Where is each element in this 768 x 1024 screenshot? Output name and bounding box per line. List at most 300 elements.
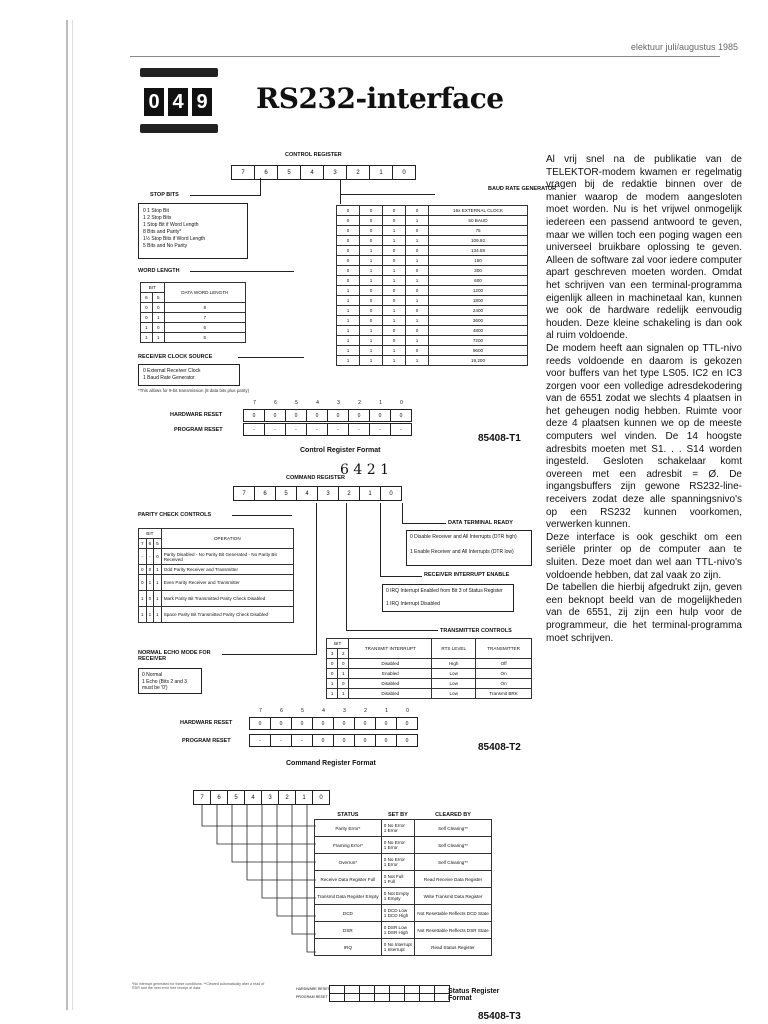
table-cell: 0	[139, 565, 147, 575]
table-row	[337, 346, 528, 356]
article-body	[546, 154, 742, 645]
table-cell: 1	[152, 333, 164, 343]
table-cell: 0	[406, 306, 429, 316]
table-cell: 50 BAUD	[429, 216, 528, 226]
program-reset-label: PROGRAM RESET	[296, 995, 328, 999]
table-cell: Disabled	[349, 689, 432, 699]
table-cell: 1	[141, 323, 153, 333]
leader-line	[190, 271, 294, 272]
bit-number: 0	[406, 708, 409, 714]
table-cell: 1	[360, 346, 383, 356]
table-header: RTS LEVEL	[432, 639, 476, 659]
table-cell: 1	[337, 316, 360, 326]
table-cell: Odd Parity Receiver and Transmitter	[161, 565, 293, 575]
table-cell: Disabled	[349, 679, 432, 689]
table-cell: 0	[406, 266, 429, 276]
reset-cell: 0	[249, 717, 271, 730]
program-reset-row	[250, 734, 418, 747]
table-row	[315, 871, 492, 888]
hardware-reset-label: HARDWARE RESET	[170, 412, 223, 418]
bit-number: 3	[337, 400, 340, 406]
reset-cell: 0	[396, 734, 418, 747]
table-cell: 3600	[429, 316, 528, 326]
stop-bits-line: 8 Bits and Parity*	[143, 229, 182, 235]
table-header: CLEARED BY	[435, 811, 471, 818]
rx-clock-box	[138, 364, 240, 386]
table-cell: Mark Parity Bit Transmitted Parity Check Disabled	[161, 591, 293, 607]
leader-line	[402, 523, 446, 524]
table-cell: 1	[383, 346, 406, 356]
echo-box	[138, 668, 202, 694]
table-cell: 1	[360, 356, 383, 366]
table-cell: 0 No Error 1 Error	[381, 854, 414, 871]
table-cell: 1	[406, 276, 429, 286]
status-reset-grid	[330, 986, 450, 1002]
table-cell: 1	[383, 356, 406, 366]
figure-number: 85408-T2	[478, 742, 521, 753]
badge-bar-top	[140, 68, 218, 77]
figure-caption: Status Register Format	[448, 988, 500, 1002]
table-cell: 0	[406, 206, 429, 216]
program-reset-label: PROGRAM RESET	[182, 738, 231, 744]
table-cell: 0	[406, 246, 429, 256]
rx-clock-line: 0 External Receiver Clock	[143, 368, 201, 374]
table-cell: 1	[406, 216, 429, 226]
leader-line	[340, 180, 341, 204]
echo-label: NORMAL ECHO MODE FOR RECEIVER	[138, 650, 211, 662]
table-cell: Low	[432, 669, 476, 679]
table-cell: 0	[327, 659, 338, 669]
table-row	[337, 336, 528, 346]
table-cell: 0	[383, 326, 406, 336]
bit-number: 6	[274, 400, 277, 406]
table-cell: 0	[152, 323, 164, 333]
table-cell: 1	[360, 256, 383, 266]
running-header: elektuur juli/augustus 1985	[630, 42, 738, 52]
table-cell: 1	[406, 296, 429, 306]
table-row	[337, 296, 528, 306]
table-row	[337, 326, 528, 336]
bit-cell: 1	[295, 790, 313, 805]
bit-cell: 3	[261, 790, 279, 805]
table-cell: 300	[429, 266, 528, 276]
table-header: BIT	[327, 639, 349, 649]
table-cell: 0	[338, 659, 349, 669]
leader-line	[340, 194, 435, 195]
table-cell: 75	[429, 226, 528, 236]
table-cell: 1	[337, 286, 360, 296]
word-length-label: WORD LENGTH	[138, 268, 180, 274]
reset-cell	[374, 993, 390, 1002]
bit-cell: 7	[193, 790, 211, 805]
bit-cell: 5	[277, 165, 301, 180]
bit-cell: 1	[369, 165, 393, 180]
article-paragraph: Al vrij snel na de publikatie van de TELEKTOR-modem kwamen er regelmatig vragen bij de redaktie binnen over de manier waarop de modem aangesloten moet worden. Nu is het vrijwel onmogelijk iedereen een passend antwoord te geven, maar we willen toch een poging wagen een universeel bruikbare oplossing te geven. Alleen de software zal voor iedere computer apart geschreven moeten worden. Omdat het schrijven van een terminal-programma eigenlijk alleen in machinetaal kan, kunnen we ook de hardware redelijk eenvoudig houden. Deze kleine schakeling is dan ook al ruim voldoende.	[546, 154, 742, 342]
header-rule	[130, 56, 720, 57]
table-cell: 1	[406, 336, 429, 346]
bit-cell: 0	[380, 486, 402, 501]
table-cell: 0 No Interrupt 1 Interrupt	[381, 939, 414, 956]
tx-controls-table	[326, 638, 532, 699]
table-header: BIT	[141, 283, 165, 293]
leader-line	[238, 357, 304, 358]
table-cell: 4800	[429, 326, 528, 336]
tx-label: TRANSMITTER CONTROLS	[440, 628, 512, 634]
table-cell: 1	[154, 575, 162, 591]
bit-cell: 7	[231, 165, 255, 180]
bit-number: 4	[322, 708, 325, 714]
table-cell: 0	[406, 286, 429, 296]
table-cell: -	[146, 549, 154, 565]
table-row	[337, 226, 528, 236]
figure-caption: Command Register Format	[286, 760, 376, 767]
baud-rate-table	[336, 205, 528, 366]
figure-caption: Control Register Format	[300, 447, 381, 454]
table-cell: 0	[337, 246, 360, 256]
page-edge-shadow	[72, 20, 73, 1010]
bit-cell: 0	[392, 165, 416, 180]
reset-bit-numbers	[244, 400, 412, 406]
table-cell: 0	[152, 303, 164, 313]
leader-line	[202, 804, 316, 826]
table-cell: 0	[383, 216, 406, 226]
leader-line	[346, 503, 347, 631]
table-row	[337, 306, 528, 316]
table-cell: Parity Disabled - No Parity Bit Generated - No Parity Bit Received	[161, 549, 293, 565]
table-cell: Low	[432, 679, 476, 689]
reset-cell: 0	[243, 409, 265, 422]
table-row	[315, 820, 492, 837]
reset-cell: -	[327, 423, 349, 436]
badge-digit: 4	[168, 88, 188, 116]
reset-bit-numbers	[250, 708, 418, 714]
leader-line	[232, 804, 316, 862]
table-row	[337, 316, 528, 326]
table-cell: 9600	[429, 346, 528, 356]
stop-bits-label: STOP BITS	[150, 192, 179, 198]
table-cell: Transmit BRK	[476, 689, 532, 699]
table-cell: Self Clearing**	[415, 837, 492, 854]
table-cell: 1	[327, 689, 338, 699]
table-cell: Framing Error*	[315, 837, 382, 854]
table-cell: Self Clearing**	[415, 820, 492, 837]
table-cell: 0 Not Empty 1 Empty	[381, 888, 414, 905]
table-cell: 1	[337, 326, 360, 336]
table-cell: 0	[337, 206, 360, 216]
table-cell: 0	[406, 346, 429, 356]
bit-number: 6	[280, 708, 283, 714]
reset-cell: 0	[354, 734, 376, 747]
irq-line: 0 IRQ Interrupt Enabled from Bit 3 of Status Register	[386, 588, 503, 594]
reset-cell: -	[348, 423, 370, 436]
table-row	[337, 216, 528, 226]
reset-cell: -	[264, 423, 286, 436]
leader-line	[316, 503, 317, 655]
program-reset-label: PROGRAM RESET	[174, 427, 223, 433]
dtr-line: 0 Disable Receiver and All Interrupts (DTR high)	[410, 534, 517, 540]
table-cell: 0	[360, 296, 383, 306]
bit-cell: 1	[359, 486, 381, 501]
table-cell: 0	[360, 206, 383, 216]
bit-cell: 7	[233, 486, 255, 501]
table-cell: 1	[338, 669, 349, 679]
table-row	[337, 286, 528, 296]
reset-cell: -	[249, 734, 271, 747]
badge-digit: 0	[144, 88, 164, 116]
bit-number: 5	[295, 400, 298, 406]
dtr-label: DATA TERMINAL READY	[448, 520, 513, 526]
article-paragraph: De tabellen die hierbij afgedrukt zijn, geven een beknopt beeld van de mogelijkheden van de 6551, zij zijn een hulp voor de programmeur, die het terminal-programma moet schrijven.	[546, 582, 742, 644]
bit-cell: 5	[275, 486, 297, 501]
table-cell: Enabled	[349, 669, 432, 679]
hardware-reset-row	[250, 717, 418, 730]
irq-box	[382, 584, 514, 612]
table-cell: 5	[164, 333, 245, 343]
table-cell: 0	[337, 276, 360, 286]
bit-number: 3	[343, 708, 346, 714]
rx-clock-line: 1 Baud Rate Generator	[143, 375, 195, 381]
table-cell: 1	[337, 336, 360, 346]
bit-cell: 0	[312, 790, 330, 805]
table-cell: On	[476, 669, 532, 679]
reset-cell: -	[291, 734, 313, 747]
table-cell: 0	[154, 549, 162, 565]
table-cell: Not Resettable Reflects DCD State	[415, 905, 492, 922]
table-header: DATA WORD LENGTH	[164, 283, 245, 303]
table-cell: 0	[337, 226, 360, 236]
stop-bits-line: 0 1 Stop Bit	[143, 208, 169, 214]
table-cell: 150	[429, 256, 528, 266]
table-cell: Parity Error*	[315, 820, 382, 837]
table-cell: 6	[164, 323, 245, 333]
table-cell: 1	[337, 346, 360, 356]
table-cell: 1	[383, 306, 406, 316]
reset-cell: 0	[348, 409, 370, 422]
table-cell: 1	[154, 591, 162, 607]
table-cell: 1	[337, 306, 360, 316]
word-length-table	[140, 282, 246, 343]
irq-line: 1 IRQ Interrupt Disabled	[386, 601, 440, 607]
table-cell: 1	[360, 246, 383, 256]
table-cell: Disabled	[349, 659, 432, 669]
table-cell: Overrun*	[315, 854, 382, 871]
reset-cell: -	[390, 423, 412, 436]
stop-bits-line: 1 2 Stop Bits	[143, 215, 172, 221]
hardware-reset-row	[244, 409, 412, 422]
table-cell: 1	[327, 679, 338, 689]
bit-number: 1	[385, 708, 388, 714]
table-cell: 19,200	[429, 356, 528, 366]
reset-cell: 0	[333, 717, 355, 730]
table-cell: 1	[406, 236, 429, 246]
table-cell: 0	[383, 256, 406, 266]
table-header: SET BY	[387, 811, 408, 818]
table-cell: Even Parity Receiver and Transmitter	[161, 575, 293, 591]
table-cell: 0	[383, 296, 406, 306]
reset-grid-row	[330, 994, 450, 1002]
table-cell: 1	[146, 575, 154, 591]
table-cell: 0	[141, 313, 153, 323]
table-cell: 0 DSR Low 1 DSR High	[381, 922, 414, 939]
reset-cell	[404, 993, 420, 1002]
table-cell: Not Resettable Reflects DSR State	[415, 922, 492, 939]
table-cell: 0 DCD Low 1 DCD High	[381, 905, 414, 922]
table-cell: 1	[360, 326, 383, 336]
reset-cell: 0	[312, 717, 334, 730]
leader-line	[346, 630, 438, 631]
table-cell: Receive Data Register Full	[315, 871, 382, 888]
page-number-badge	[140, 68, 218, 134]
table-row	[315, 939, 492, 956]
leader-line	[292, 804, 316, 934]
table-cell: 1	[383, 236, 406, 246]
leader-line	[247, 804, 316, 880]
echo-line: 0 Normal	[142, 672, 163, 678]
table-cell: 1	[141, 333, 153, 343]
bit-cell: 6	[254, 165, 278, 180]
table-cell: Self Clearing**	[415, 854, 492, 871]
bit-cell: 4	[244, 790, 262, 805]
table-cell: 0	[360, 306, 383, 316]
table-cell: 0	[406, 226, 429, 236]
table-cell: 1	[152, 313, 164, 323]
reset-cell: 0	[264, 409, 286, 422]
table-row	[315, 905, 492, 922]
bit-number: 0	[400, 400, 403, 406]
table-header: 7	[139, 539, 147, 549]
table-cell: 0	[139, 575, 147, 591]
table-header: BIT	[139, 529, 162, 539]
table-header: TRANSMITTER	[476, 639, 532, 659]
command-register-label: COMMAND REGISTER	[286, 475, 345, 481]
article-title: RS232-interface	[256, 82, 504, 115]
leader-line	[262, 804, 316, 898]
bit-number: 1	[379, 400, 382, 406]
table-cell: Low	[432, 689, 476, 699]
bit-cell: 4	[300, 165, 324, 180]
reset-cell: 0	[306, 409, 328, 422]
stop-bits-line: 1½ Stop Bits if Word Length	[143, 236, 206, 242]
dtr-box	[406, 530, 532, 566]
reset-cell: -	[270, 734, 292, 747]
table-cell: 8	[164, 303, 245, 313]
leader-line	[402, 503, 403, 523]
baud-label: BAUD RATE GENERATOR	[488, 186, 557, 192]
table-cell: 1	[360, 276, 383, 286]
table-cell: 7	[164, 313, 245, 323]
table-cell: 0	[360, 236, 383, 246]
leader-line	[260, 178, 261, 196]
table-cell: 5	[152, 293, 164, 303]
status-footnote: *No interrupt generated for these conditions. **Cleared automatically after a read of RDR and the next error free receipt of data.	[132, 982, 265, 990]
reset-cell: 0	[375, 717, 397, 730]
table-row	[337, 246, 528, 256]
table-cell: High	[432, 659, 476, 669]
leader-line	[190, 195, 260, 196]
table-cell: Space Parity Bit Transmitted Parity Check Disabled	[161, 607, 293, 623]
table-header: STATUS	[337, 811, 359, 818]
reset-cell: 0	[369, 409, 391, 422]
table-row	[337, 266, 528, 276]
reset-cell: 0	[375, 734, 397, 747]
table-cell: 1800	[429, 296, 528, 306]
bit-number: 2	[364, 708, 367, 714]
table-row	[315, 837, 492, 854]
parity-label: PARITY CHECK CONTROLS	[138, 512, 212, 518]
table-cell: DCD	[315, 905, 382, 922]
table-cell: 0	[337, 266, 360, 276]
status-table	[314, 810, 492, 956]
table-header: 5	[154, 539, 162, 549]
table-cell: 1	[139, 607, 147, 623]
table-cell: 0	[383, 246, 406, 256]
table-cell: 0	[360, 216, 383, 226]
footnote: *This allows for 9-bit transmission (8 data bits plus parity)	[138, 388, 250, 393]
table-cell: 2400	[429, 306, 528, 316]
reset-cell	[329, 993, 345, 1002]
table-cell: 109.92	[429, 236, 528, 246]
table-cell: 0	[337, 256, 360, 266]
table-cell: Read Status Register	[415, 939, 492, 956]
table-cell: 1	[360, 336, 383, 346]
bit-cell: 6	[254, 486, 276, 501]
bit-number: 2	[358, 400, 361, 406]
leader-line	[380, 576, 422, 577]
bit-number: 4	[316, 400, 319, 406]
table-cell: 600	[429, 276, 528, 286]
table-cell: 1	[338, 689, 349, 699]
table-row	[315, 922, 492, 939]
table-cell: 1	[383, 266, 406, 276]
stop-bits-line: 1 Stop Bit if Word Length	[143, 222, 199, 228]
article-paragraph: De modem heeft aan signalen op TTL-nivo reeds voldoende en daarom is gekozen voor buffers van het type LS05. IC2 en IC3 zorgen voor een volledige adresdekodering van de 6551 zodat we slechts 4 plaatsen in het geheugen nodig hebben. Ruimte voor deze 4 plaatsen kunnen we op de meeste computers wel vinden. De 14 hoogste adresbits moeten met S1. . . S14 worden ingesteld. Gesloten schakelaar komt overeen met een adresbit = Ø. De ingangsbuffers zijn gewone RS232-line-receivers zodat deze alle spanningsnivo's op een RS232 kunnen voorkomen, verwerken kunnen.	[546, 342, 742, 531]
table-cell: Write Transmit Data Register	[415, 888, 492, 905]
badge-digit: 9	[192, 88, 212, 116]
bit-cell: 3	[323, 165, 347, 180]
bit-cell: 3	[317, 486, 339, 501]
table-cell: 0 No Error 1 Error	[381, 820, 414, 837]
table-cell: 6	[141, 293, 153, 303]
reset-cell: 0	[291, 717, 313, 730]
table-header: OPERATION	[161, 529, 293, 549]
table-cell: 1	[360, 266, 383, 276]
table-cell: 0	[360, 226, 383, 236]
table-cell: 0	[360, 316, 383, 326]
hardware-reset-label: HARDWARE RESET	[180, 720, 233, 726]
table-cell: IRQ	[315, 939, 382, 956]
reset-cell	[359, 993, 375, 1002]
figure-number: 85408-T1	[478, 433, 521, 444]
page-edge	[66, 20, 68, 1010]
table-row	[315, 854, 492, 871]
table-header: 6	[146, 539, 154, 549]
table-cell: 7200	[429, 336, 528, 346]
leader-line	[232, 515, 292, 516]
table-cell: 1	[406, 356, 429, 366]
reset-cell: 0	[270, 717, 292, 730]
reset-cell	[344, 993, 360, 1002]
parity-table	[138, 528, 294, 623]
bit-cell: 2	[338, 486, 360, 501]
table-row	[337, 256, 528, 266]
leader-line	[222, 654, 316, 655]
table-cell: 1	[406, 256, 429, 266]
status-register-bits	[194, 790, 330, 805]
table-cell: 1	[154, 565, 162, 575]
rx-clock-label: RECEIVER CLOCK SOURCE	[138, 354, 213, 360]
table-cell: 1	[337, 296, 360, 306]
table-cell: 0 No Error 1 Error	[381, 837, 414, 854]
